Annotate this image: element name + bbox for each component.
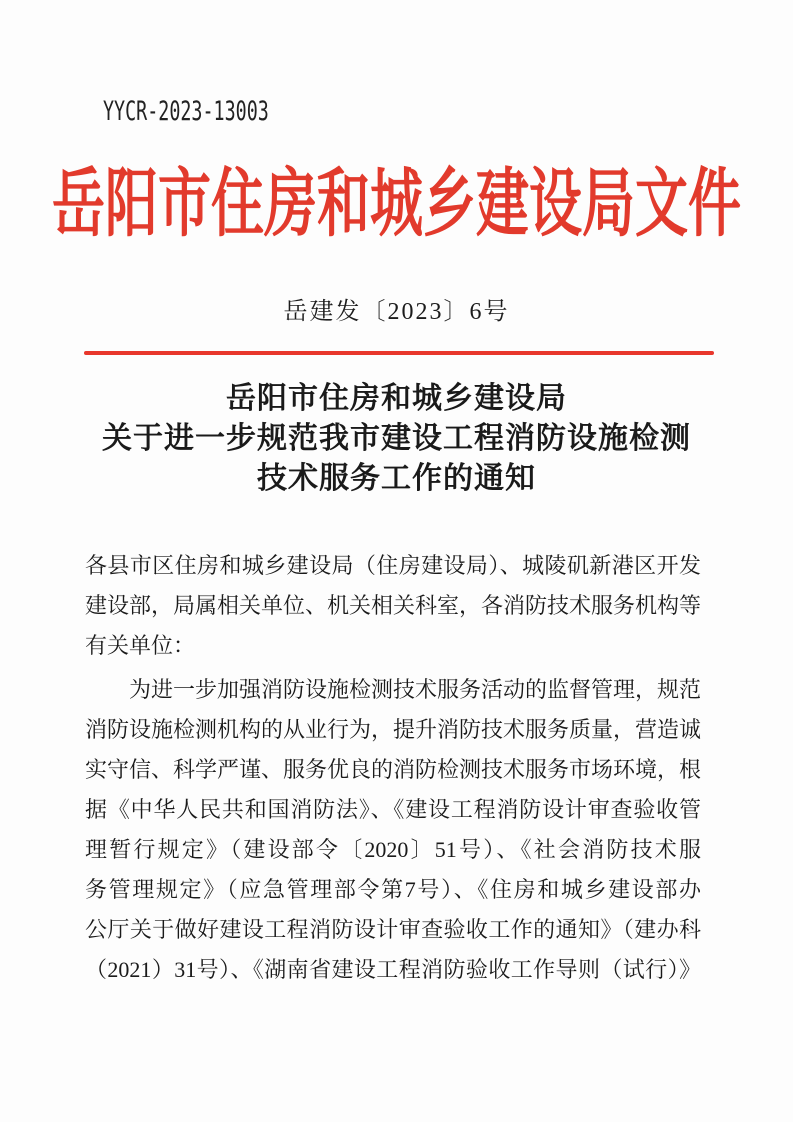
letterhead-title: 岳阳市住房和城乡建设局文件 [52, 164, 741, 246]
salutation-line: 建设部，局属相关单位、机关相关科室，各消防技术服务机构等 [85, 593, 702, 618]
salutation-line: 各县市区住房和城乡建设局（住房建设局）、城陵矶新港区开发 [85, 553, 701, 578]
document-number: 岳建发〔2023〕6号 [283, 299, 510, 325]
body-line: 消防设施检测机构的从业行为，提升消防技术服务质量，营造诚 [85, 717, 702, 742]
body-line: 务管理规定》（应急管理部令第7号）、《住房和城乡建设部办 [85, 877, 701, 902]
body-line: 实守信、科学严谨、服务优良的消防检测技术服务市场环境，根 [85, 757, 702, 782]
subject-title-line-1: 岳阳市住房和城乡建设局 [226, 382, 567, 415]
subject-title-line-3: 技术服务工作的通知 [257, 462, 536, 495]
body-line: （2021）31号）、《湖南省建设工程消防验收工作导则（试行）》 [85, 957, 701, 982]
document-body [85, 546, 701, 990]
subject-title [0, 379, 793, 499]
salutation-line: 有关单位： [85, 633, 196, 658]
body-line: 公厅关于做好建设工程消防设计审查验收工作的通知》（建办科 [85, 917, 701, 942]
document-ref-number: YYCR-2023-13003 [103, 96, 269, 127]
subject-title-line-2: 关于进一步规范我市建设工程消防设施检测 [102, 422, 691, 455]
body-line: 为进一步加强消防设施检测技术服务活动的监督管理，规范 [129, 677, 702, 702]
body-line: 理暂行规定》（建设部令〔2020〕51号）、《社会消防技术服 [85, 837, 701, 862]
red-divider-line [84, 351, 714, 355]
body-line: 据《中华人民共和国消防法》、《建设工程消防设计审查验收管 [85, 797, 701, 822]
